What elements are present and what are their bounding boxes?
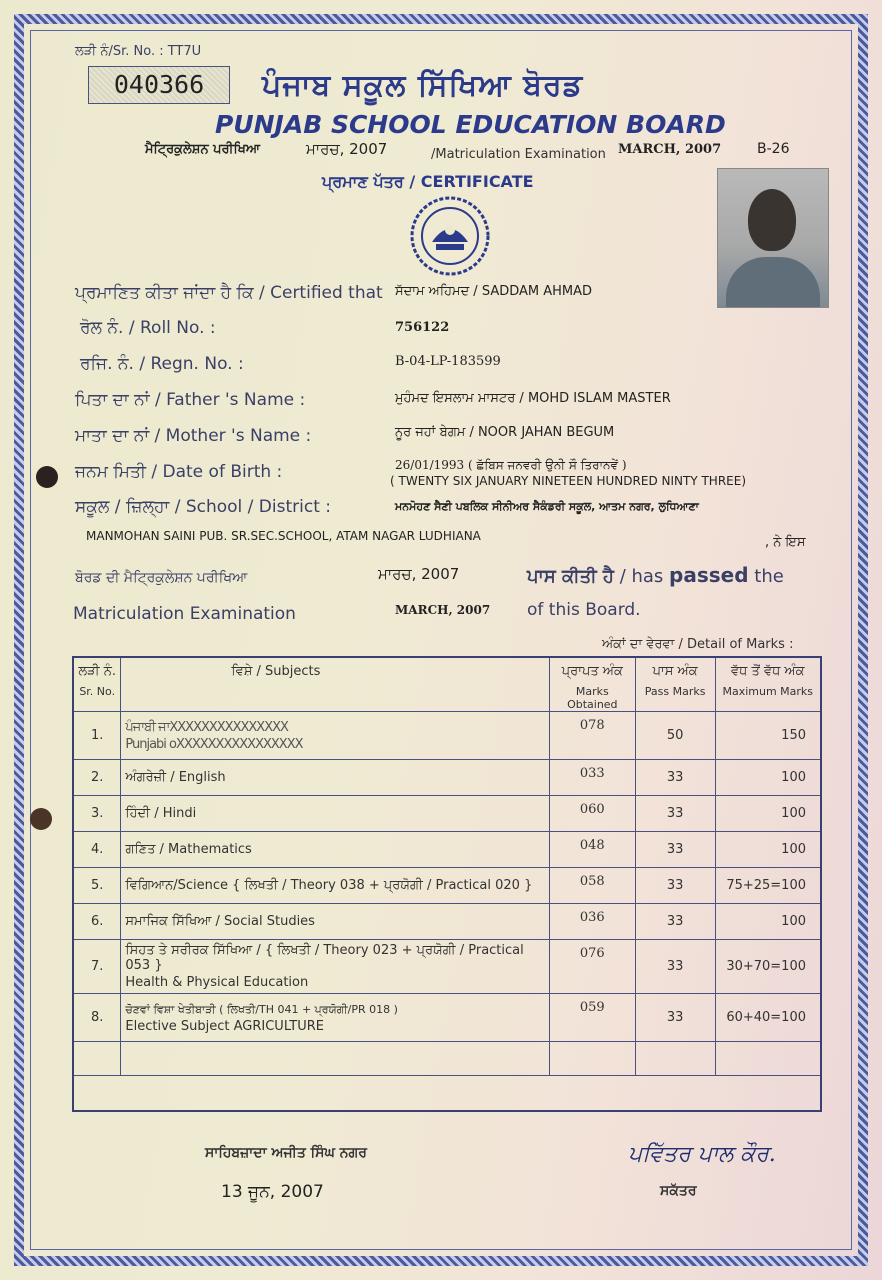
certificate-title: ਪ੍ਰਮਾਣ ਪੱਤਰ / CERTIFICATE [322,172,534,191]
secretary-signature: ਪਵਿੱਤਰ ਪਾਲ ਕੌਰ. [628,1142,776,1167]
punch-hole [36,466,58,488]
table-row: 6. ਸਮਾਜਿਕ ਸਿੱਖਿਆ / Social Studies 036 33 100 [73,904,821,940]
passed-pre: / has [619,566,664,587]
secretary-title: ਸਕੱਤਰ [660,1183,697,1199]
dob-value: 26/01/1993 ( ਛੱਬਿਸ ਜਨਵਰੀ ਉਨੀ ਸੌ ਤਿਰਾਨਵੇਂ ) [395,458,627,472]
table-row-empty [73,1042,821,1076]
serial-label: ਲੜੀ ਨੰ/Sr. No. : TT7U [75,44,202,59]
exam-name-punjabi: ਮੈਟ੍ਰਿਕੁਲੇਸ਼ਨ ਪਰੀਖਿਆ [145,142,261,157]
matric-exam-english: Matriculation Examination [73,604,296,624]
table-row: 7. ਸਿਹਤ ਤੇ ਸਰੀਰਕ ਸਿੱਖਿਆ / { ਲਿਖਤੀ / Theory 023 + ਪ੍ਰਯੋਗੀ / Practical 053 } Health & Physical Education 076 33 30+70=100 [73,940,821,994]
regn-label: ਰਜਿ. ਨੰ. / Regn. No. : [80,354,244,374]
table-row: 3. ਹਿੰਦੀ / Hindi 060 33 100 [73,796,821,832]
father-name: ਮੁਹੰਮਦ ਇਸਲਾਮ ਮਾਸਟਰ / MOHD ISLAM MASTER [395,391,671,406]
student-name: ਸੱਦਾਮ ਅਹਿਮਦ / SADDAM AHMAD [395,284,593,299]
header-max: ਵੱਧ ਤੋਂ ਵੱਧ ਅੰਕ Maximum Marks [715,657,821,712]
board-month-punjabi: ਮਾਰਚ, 2007 [378,565,460,583]
table-row-blank [73,1076,821,1112]
header-sr: ਲੜੀ ਨੰ. Sr. No. [73,657,121,712]
matric-month-english: MARCH, 2007 [395,603,491,617]
exam-month-punjabi: ਮਾਰਚ, 2007 [306,140,388,158]
board-seal-icon [410,196,490,276]
mother-label: ਮਾਤਾ ਦਾ ਨਾਂ / Mother 's Name : [75,426,312,446]
exam-month-english: MARCH, 2007 [618,142,722,157]
issue-date: 13 ਜੂਨ, 2007 [221,1182,324,1202]
header-subjects: ਵਿਸ਼ੇ / Subjects [121,657,550,712]
detail-of-marks-label: ਅੰਕਾਂ ਦਾ ਵੇਰਵਾ / Detail of Marks : [602,637,794,652]
header-pass: ਪਾਸ ਅੰਕ Pass Marks [635,657,715,712]
marks-table [72,656,822,1112]
father-label: ਪਿਤਾ ਦਾ ਨਾਂ / Father 's Name : [75,390,306,410]
certified-label: ਪ੍ਰਮਾਣਿਤ ਕੀਤਾ ਜਾਂਦਾ ਹੈ ਕਿ / Certified that [75,283,383,303]
dob-label: ਜਨਮ ਮਿਤੀ / Date of Birth : [75,462,283,482]
school-name-punjabi: ਮਨਮੋਹਣ ਸੈਣੀ ਪਬਲਿਕ ਸੀਨੀਅਰ ਸੈਕੰਡਰੀ ਸਕੂਲ, ਆਤਮ ਨਗਰ, ਲੁਧਿਆਣਾ [395,500,699,513]
regn-number: B-04-LP-183599 [395,354,501,369]
passed-post: the [754,566,784,587]
school-label: ਸਕੂਲ / ਜ਼ਿਲ੍ਹਾ / School / District : [75,497,331,517]
table-row: 4. ਗਣਿਤ / Mathematics 048 33 100 [73,832,821,868]
punch-hole [30,808,52,830]
passed-statement [527,563,784,587]
passed-bold: passed [669,563,749,587]
mother-name: ਨੂਰ ਜਹਾਂ ਬੇਗਮ / NOOR JAHAN BEGUM [395,425,615,440]
student-photo [717,168,829,308]
table-row: 2. ਅੰਗਰੇਜ਼ੀ / English 033 33 100 [73,760,821,796]
board-name-punjabi: ਪੰਜਾਬ ਸਕੂਲ ਸਿੱਖਿਆ ਬੋਰਡ [262,68,584,103]
header-obtained: ਪ੍ਰਾਪਤ ਅੰਕ Marks Obtained [549,657,635,712]
issue-place: ਸਾਹਿਬਜ਼ਾਦਾ ਅਜੀਤ ਸਿੰਘ ਨਗਰ [205,1145,367,1161]
ne-is-text: , ਨੇ ਇਸ [765,535,806,550]
roll-label: ਰੋਲ ਨੰ. / Roll No. : [80,318,216,338]
table-row: 1. ਪੰਜਾਬੀ ਜਾXXXXXXXXXXXXXXX Punjabi oXXXXXXXXXXXXXXXX 078 50 150 [73,712,821,760]
board-name-english: PUNJAB SCHOOL EDUCATION BOARD [215,110,726,139]
roll-number: 756122 [395,320,450,335]
board-exam-punjabi: ਬੋਰਡ ਦੀ ਮੈਟ੍ਰਿਕੁਲੇਸ਼ਨ ਪਰੀਖਿਆ [75,570,248,586]
passed-punjabi: ਪਾਸ ਕੀਤੀ ਹੈ [527,566,614,587]
table-row: 5. ਵਿਗਿਆਨ/Science { ਲਿਖਤੀ / Theory 038 + ਪ੍ਰਯੋਗੀ / Practical 020 } 058 33 75+25=100 [73,868,821,904]
exam-name-english: /Matriculation Examination [431,147,606,162]
form-code: B-26 [757,141,790,157]
table-row: 8. ਚੋਣਵਾਂ ਵਿਸ਼ਾ ਖੇਤੀਬਾੜੀ ( ਲਿਖਤੀ/TH 041 + ਪ੍ਰਯੋਗੀ/PR 018 ) Elective Subject AGRICULTURE 059 33 60+40=100 [73,994,821,1042]
dob-words: ( TWENTY SIX JANUARY NINETEEN HUNDRED NINTY THREE) [390,474,746,488]
school-name-english: MANMOHAN SAINI PUB. SR.SEC.SCHOOL, ATAM NAGAR LUDHIANA [86,529,481,543]
of-board-text: of this Board. [527,600,641,620]
marks-table-header [73,657,821,712]
serial-number: 040366 [88,66,230,104]
